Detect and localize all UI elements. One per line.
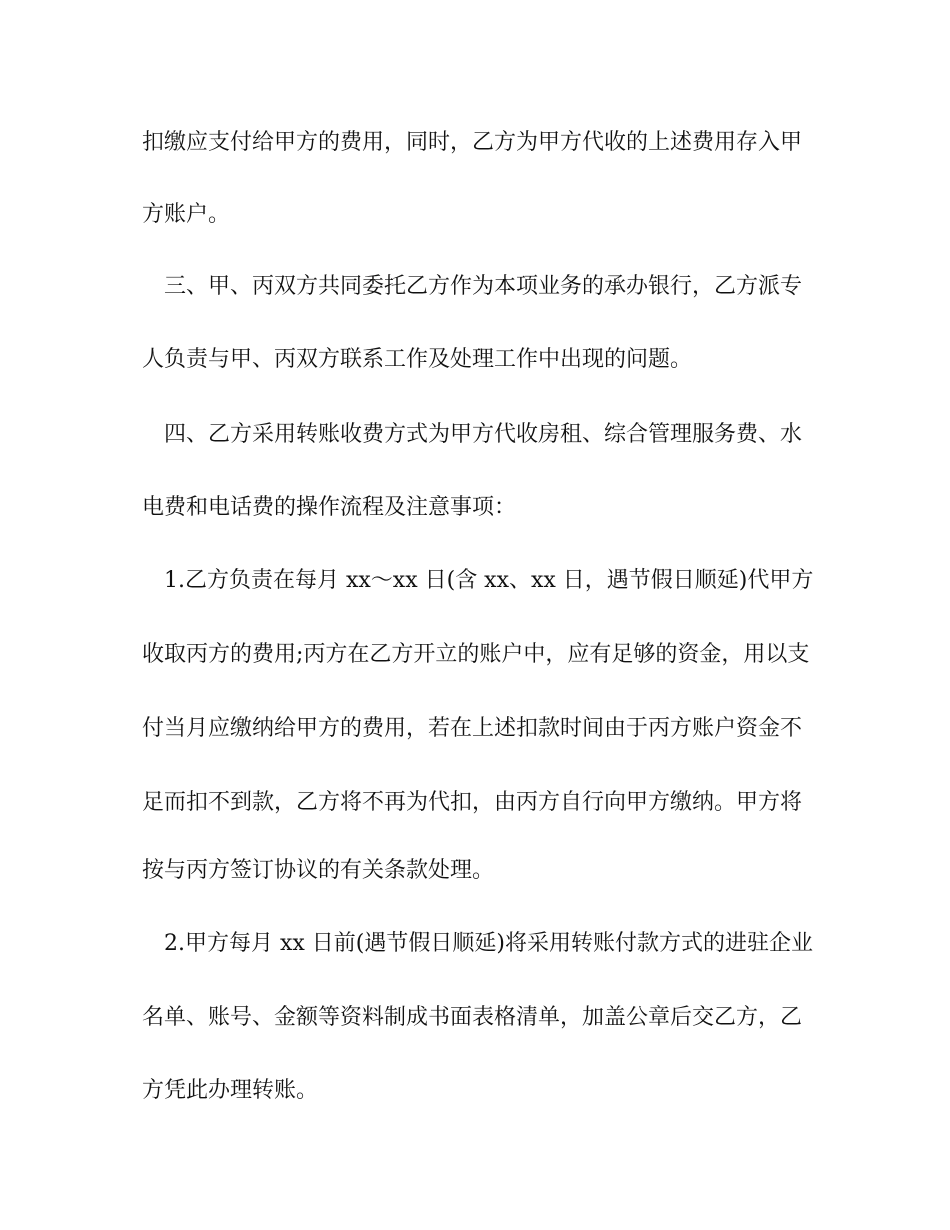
text-line: 人负责与甲、丙双方联系工作及处理工作中出现的问题。 <box>142 347 693 372</box>
paragraph-start-line: 三、甲、丙双方共同委托乙方作为本项业务的承办银行，乙方派专 <box>164 274 803 299</box>
paragraph-start-line: 四、乙方采用转账收费方式为甲方代收房租、综合管理服务费、水 <box>164 422 803 447</box>
text-line: 方凭此办理转账。 <box>142 1078 319 1103</box>
text-line: 扣缴应支付给甲方的费用，同时，乙方为甲方代收的上述费用存入甲 <box>142 130 803 155</box>
paragraph-start-line: 2.甲方每月 xx 日前(遇节假日顺延)将采用转账付款方式的进驻企业 <box>164 931 813 956</box>
paragraph-start-line: 1.乙方负责在每月 xx～xx 日(含 xx、xx 日，遇节假日顺延)代甲方 <box>164 568 814 593</box>
text-line: 电费和电话费的操作流程及注意事项： <box>142 495 517 520</box>
text-line: 按与丙方签订协议的有关条款处理。 <box>142 858 495 883</box>
text-line: 方账户。 <box>142 202 231 227</box>
text-line: 足而扣不到款，乙方将不再为代扣，由丙方自行向甲方缴纳。甲方将 <box>142 790 803 815</box>
text-line: 收取丙方的费用;丙方在乙方开立的账户中，应有足够的资金，用以支 <box>142 642 810 667</box>
text-line: 付当月应缴纳给甲方的费用，若在上述扣款时间由于丙方账户资金不 <box>142 716 803 741</box>
text-line: 名单、账号、金额等资料制成书面表格清单，加盖公章后交乙方，乙 <box>142 1005 803 1030</box>
